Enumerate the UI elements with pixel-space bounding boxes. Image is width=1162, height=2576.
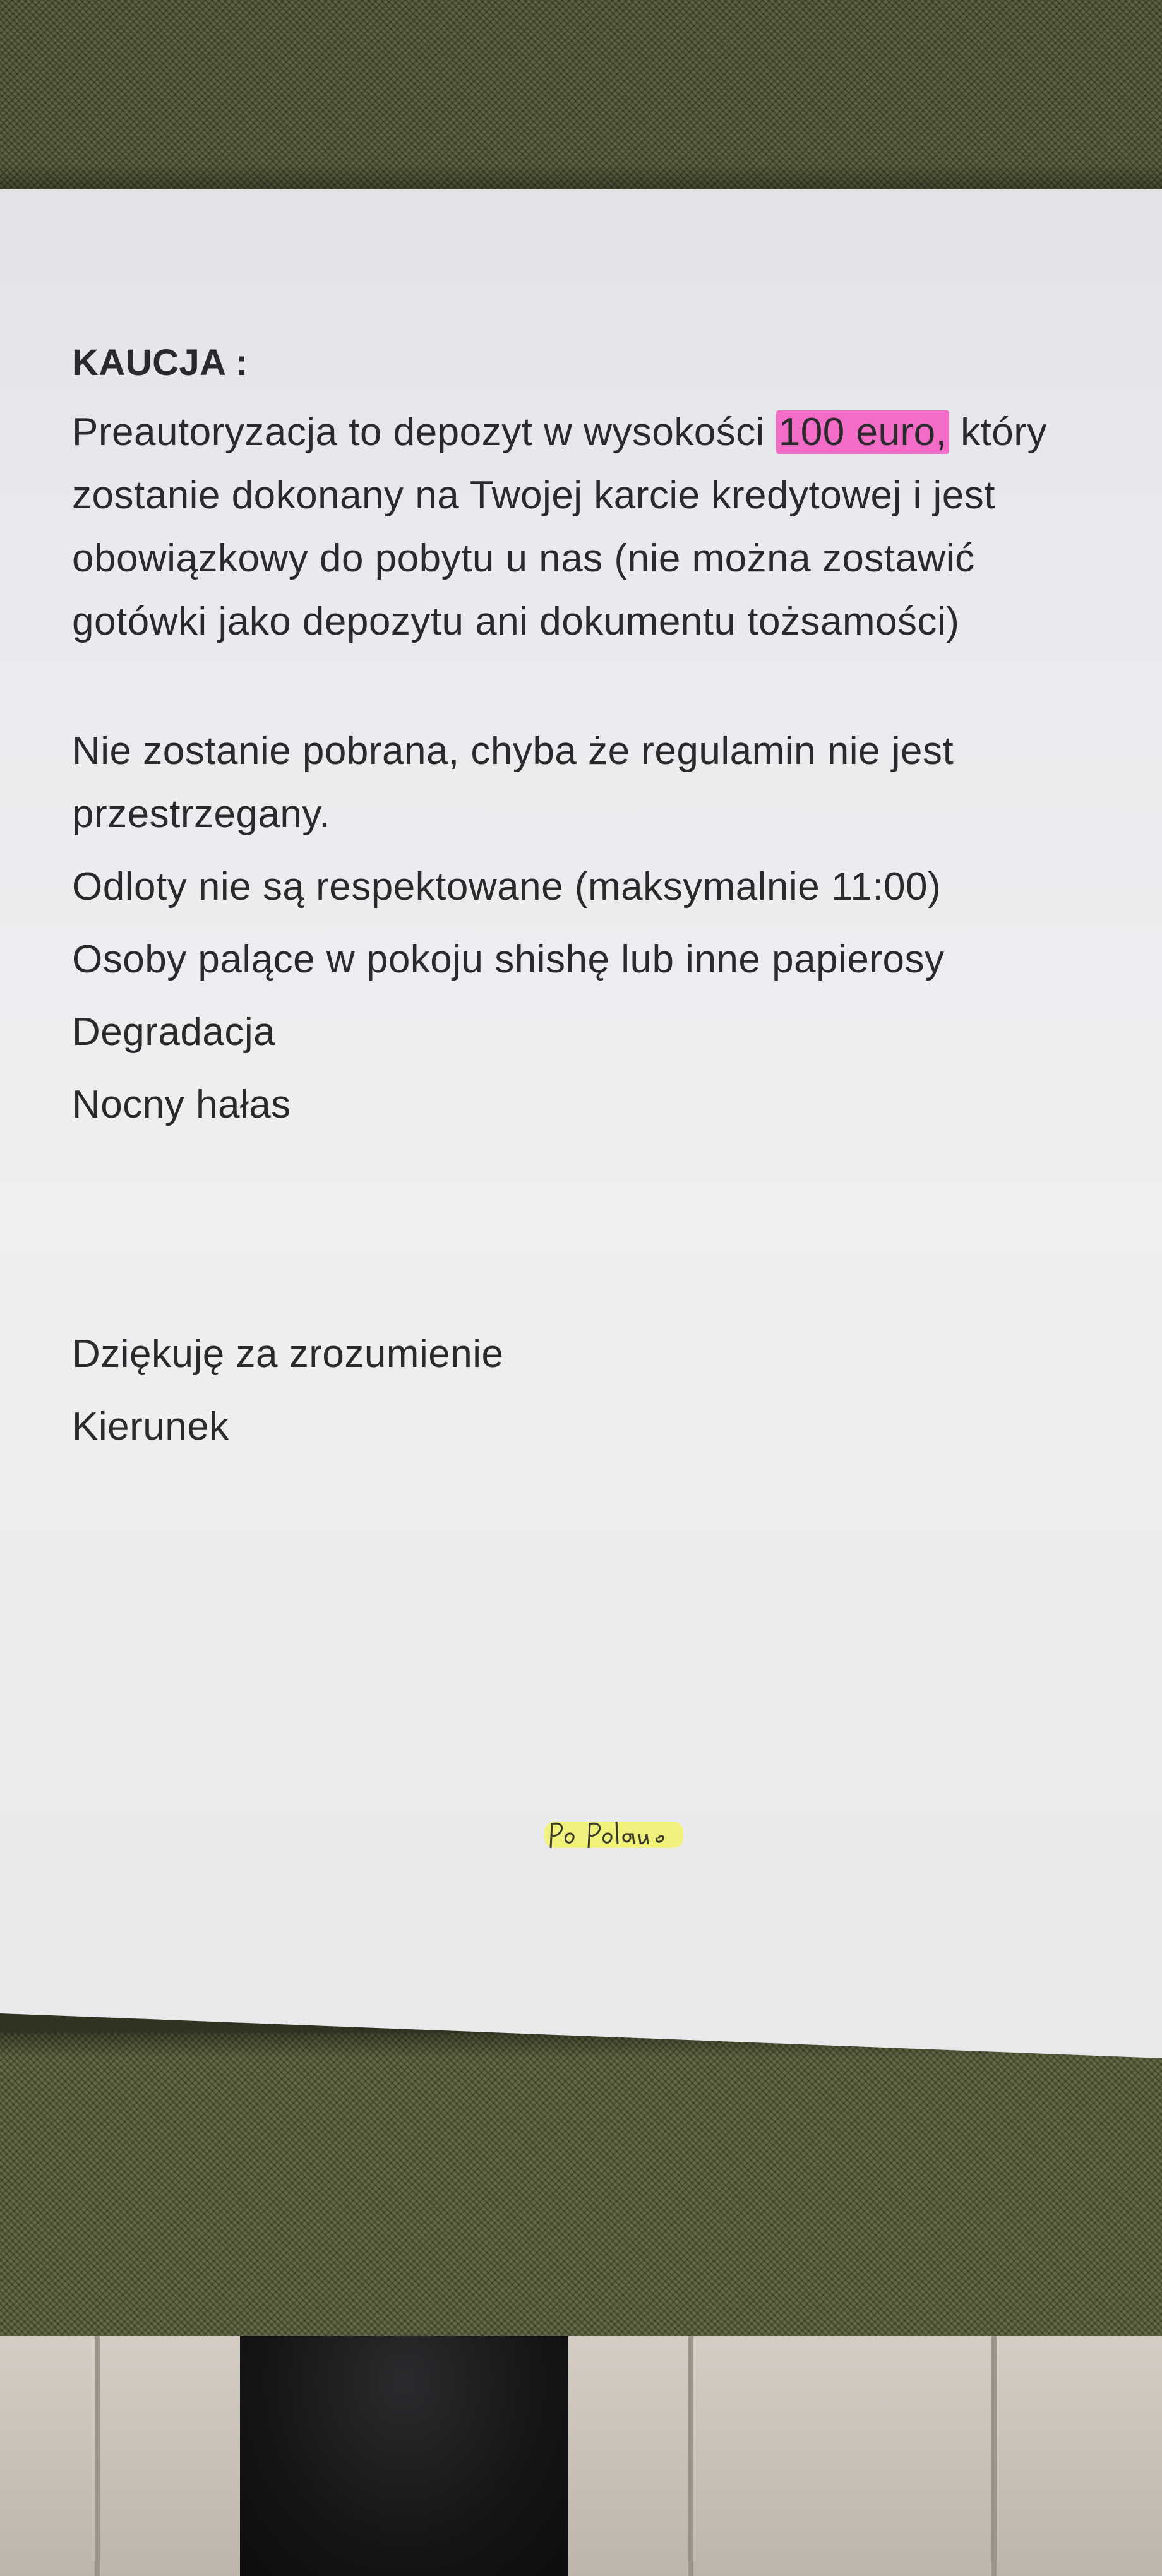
floor-tile (688, 2298, 997, 2576)
floor-tile (0, 2298, 95, 2576)
deposit-text-end: który zostanie dokonany na Twojej karcie kredytowej i jest obowiązkowy do pobytu u nas (nie można zostawić gotówki jako depozytu ani dokumentu tożsamości) (72, 410, 1047, 643)
rule-item: Osoby palące w pokoju shishę lub inne papierosy (72, 938, 945, 981)
charge-condition: Nie zostanie pobrana, chyba że regulamin nie jest przestrzegany. (72, 729, 954, 836)
deposit-paragraph (72, 401, 1108, 653)
closing-thanks: Dziękuję za zrozumienie (72, 1332, 504, 1376)
deposit-amount-highlight: 100 euro, (776, 410, 950, 454)
shoe (240, 2298, 568, 2576)
sign-off: Kierunek (72, 1405, 229, 1448)
fabric-surface-bottom (0, 2033, 1162, 2336)
fabric-surface-top (0, 0, 1162, 202)
deposit-text-start: Preautoryzacja to depozyt w wysokości (72, 410, 765, 454)
handwritten-note-po-polsku (538, 1809, 690, 1859)
rule-item: Nocny hałas (72, 1083, 291, 1126)
notice-heading: KAUCJA : (72, 342, 248, 383)
floor-tile (991, 2298, 1162, 2576)
tiled-floor (0, 2298, 1162, 2576)
rule-item: Degradacja (72, 1010, 276, 1054)
rule-item: Odloty nie są respektowane (maksymalnie 11:00) (72, 865, 942, 909)
